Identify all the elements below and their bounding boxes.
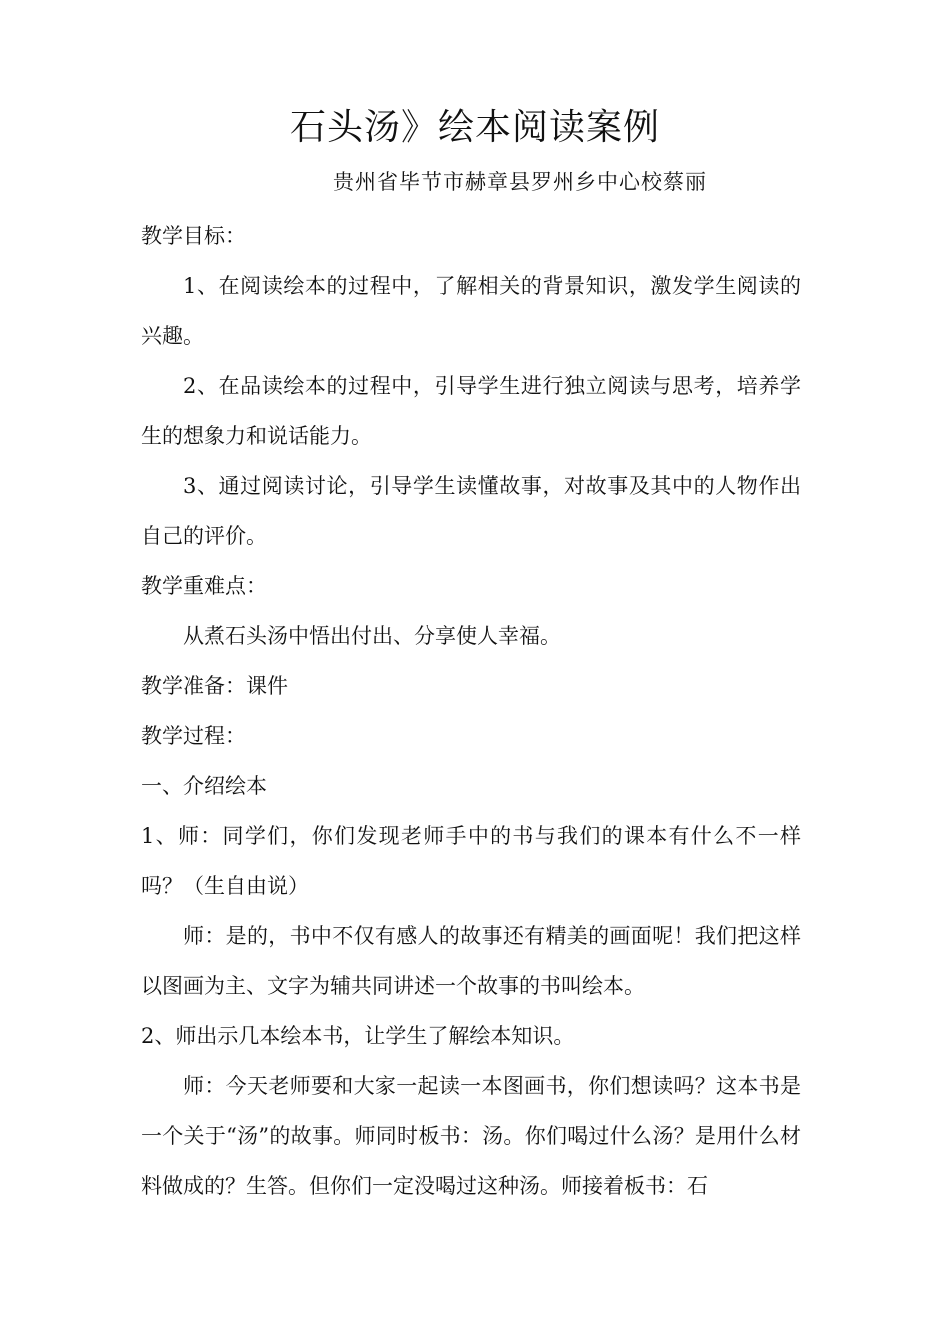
goal-2: 2、在品读绘本的过程中，引导学生进行独立阅读与思考，培养学生的想象力和说话能力。 xyxy=(141,374,801,448)
document-body xyxy=(141,211,801,1211)
prep-line: 教学准备：课件 xyxy=(141,674,288,698)
step-2: 2、师出示几本绘本书，让学生了解绘本知识。 xyxy=(141,1024,575,1048)
step-1-reply: 师：是的，书中不仅有感人的故事还有精美的画面呢！我们把这样以图画为主、文字为辅共同讲述一个故事的书叫绘本。 xyxy=(141,924,801,998)
goal-3: 3、通过阅读讨论，引导学生读懂故事，对故事及其中的人物作出自己的评价。 xyxy=(141,474,801,548)
step-1: 1、师：同学们，你们发现老师手中的书与我们的课本有什么不一样吗？（生自由说） xyxy=(141,824,801,898)
keypoints-text: 从煮石头汤中悟出付出、分享使人幸福。 xyxy=(183,624,561,648)
process-heading: 教学过程： xyxy=(141,724,246,748)
author-line: 贵州省毕节市赫章县罗州乡中心校蔡丽 xyxy=(333,170,707,194)
step-2-reply: 师：今天老师要和大家一起读一本图画书，你们想读吗？这本书是一个关于“汤”的故事。师同时板书：汤。你们喝过什么汤？是用什么材料做成的？生答。但你们一定没喝过这种汤。师接着板书：石 xyxy=(141,1074,801,1198)
keypoints-heading: 教学重难点： xyxy=(141,574,267,598)
goal-1: 1、在阅读绘本的过程中，了解相关的背景知识，激发学生阅读的兴趣。 xyxy=(141,274,801,348)
goals-heading: 教学目标： xyxy=(141,224,246,248)
document-title: 石头汤》绘本阅读案例 xyxy=(289,107,660,148)
section-1-heading: 一、介绍绘本 xyxy=(141,774,267,798)
